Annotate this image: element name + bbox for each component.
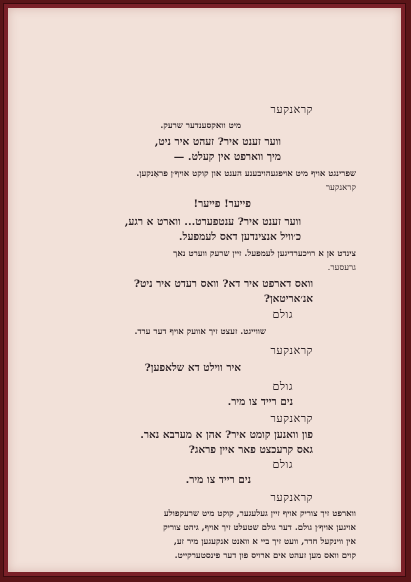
verse-line: פון וואנען קומט איר? אהן א מערבא נאר. xyxy=(140,429,313,441)
stage-direction: שפרינגט אויף מיט אויפגעהויבענע הענט און קוקט אויף׳ן פראַנקען. xyxy=(136,169,356,179)
verse-line: נים רייד צו מיר. xyxy=(227,396,293,408)
speaker-name: גולם xyxy=(272,380,293,393)
stage-direction: ווארפט זיך צוריק אויף זיין געלעגער, קוקט מיט שרעקפולע xyxy=(163,509,356,519)
stage-direction: שווייגט. זעצט זיך אוועק אויף דער ערד. xyxy=(134,327,266,337)
speaker-name: קראנקער xyxy=(270,344,313,357)
speaker-name: גולם xyxy=(272,458,293,471)
speaker-name: קראנקער xyxy=(270,412,313,425)
verse-line: אנ׳אריטאן? xyxy=(263,293,313,305)
verse-line: מיך ווארפט אין קעלט. — xyxy=(173,151,281,163)
verse-line: וואס דארפט איר דא? וואס רעדט איר ניט? xyxy=(133,278,313,290)
verse-line: פייער! פייער! xyxy=(193,198,251,210)
stage-direction: אויגען אויף׳ן גולם. דער גולם שטעלט זיך אויף, גיהט צוריק xyxy=(163,523,356,533)
stage-direction-cont: גרעסער. xyxy=(327,263,356,273)
verse-line: כ׳וויל אנצינדען דאס לעמפעל. xyxy=(178,231,301,243)
verse-line: ווער זענט איר? זעהט איר ניט, xyxy=(154,136,281,148)
stage-direction: צינדט אן א רויכערדיגען לעמפעל. זיין שרעק ווערט נאך xyxy=(173,249,356,259)
verse-line: איר ווילט דא שלאפען? xyxy=(144,362,241,374)
verse-line: נים רייד צו מיר. xyxy=(185,474,251,486)
speaker-name: גולם xyxy=(272,308,293,321)
stage-direction: אין ווינקעל חדר, וועט זיך ביי א וואנט אנקעגען מיר זע, xyxy=(173,537,356,547)
book-page xyxy=(8,8,401,572)
verse-line: גאס קרעכצט פאר איין פראג? xyxy=(188,444,313,456)
speaker-name: קראנקער xyxy=(270,491,313,504)
stage-direction: קוים וואס מען זעהט אים ארויס פון דער פינסטערקייט. xyxy=(174,551,356,561)
speaker-name: קראנקער xyxy=(270,103,313,116)
stage-direction-cont: קראנקער xyxy=(325,183,356,193)
stage-direction: מיט וואקסענדער שרעק. xyxy=(160,121,241,131)
verse-line: ווער זענט איר? ענטפערט... ווארט א רגע, xyxy=(124,216,301,228)
